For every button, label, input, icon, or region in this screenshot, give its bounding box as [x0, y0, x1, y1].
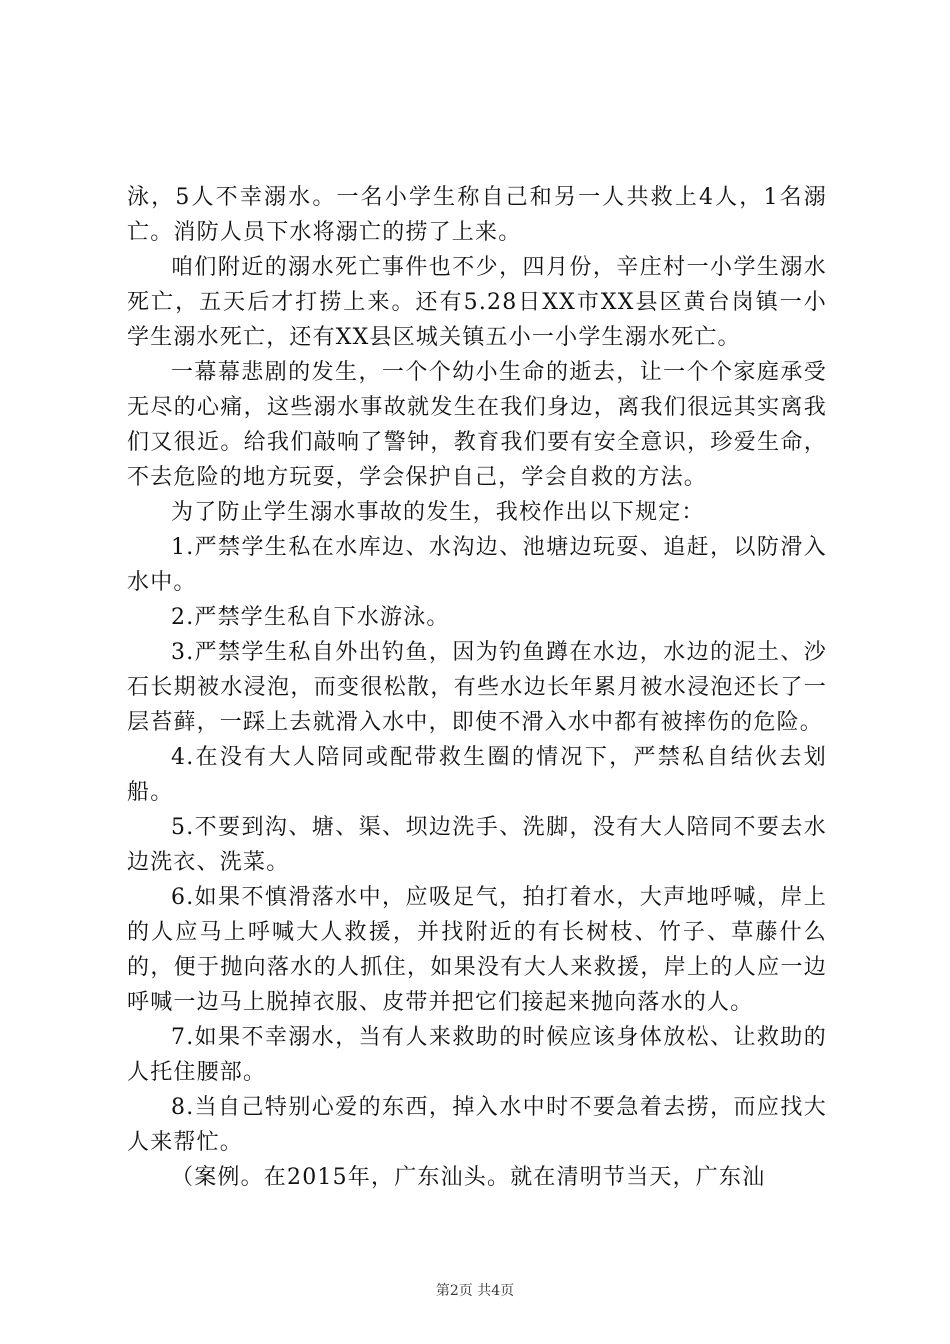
rule-item-2: 2.严禁学生私自下水游泳。 [171, 605, 450, 630]
paragraph-tragedy-warning: 一幕幕悲剧的发生，一个个幼小生命的逝去，让一个个家庭承受无尽的心痛，这些溺水事故就发生在我们身边，离我们很远其实离我们又很近。给我们敲响了警钟，教育我们要有安全意识，珍爱生命，不去危险的地方玩耍，学会保护自己，学会自救的方法。 [127, 360, 827, 490]
paragraph-case-example: （案例。在2015年，广东汕头。就在清明节当天，广东汕 [171, 1165, 766, 1190]
paragraph-local-incidents: 咱们附近的溺水死亡事件也不少，四月份，辛庄村一小学生溺水死亡，五天后才打捞上来。还有5.28日XX市XX县区黄台岗镇一小学生溺水死亡，还有XX县区城关镇五小一小学生溺水死亡。 [127, 255, 827, 350]
rule-item-3: 3.严禁学生私自外出钓鱼，因为钓鱼蹲在水边，水边的泥土、沙石长期被水浸泡，而变很松散，有些水边长年累月被水浸泡还长了一层苔藓，一踩上去就滑入水中，即使不滑入水中都有被摔伤的危险。 [127, 640, 827, 735]
rule-item-7: 7.如果不幸溺水，当有人来救助的时候应该身体放松、让救助的人托住腰部。 [127, 1025, 827, 1085]
rule-item-1: 1.严禁学生私在水库边、水沟边、池塘边玩耍、追赶，以防滑入水中。 [127, 535, 827, 595]
rule-item-4: 4.在没有大人陪同或配带救生圈的情况下，严禁私自结伙去划船。 [127, 745, 827, 805]
document-body [127, 180, 827, 1195]
page-number-footer: 第2页 共4页 [435, 1283, 515, 1299]
paragraph-continuation: 泳，5人不幸溺水。一名小学生称自己和另一人共救上4人，1名溺亡。消防人员下水将溺亡的捞了上来。 [127, 185, 827, 245]
paragraph-rules-intro: 为了防止学生溺水事故的发生，我校作出以下规定： [171, 500, 705, 525]
rule-item-6: 6.如果不慎滑落水中，应吸足气，拍打着水，大声地呼喊，岸上的人应马上呼喊大人救援，并找附近的有长树枝、竹子、草藤什么的，便于抛向落水的人抓住，如果没有大人来救援，岸上的人应一边呼喊一边马上脱掉衣服、皮带并把它们接起来抛向落水的人。 [127, 885, 827, 1015]
rule-item-5: 5.不要到沟、塘、渠、坝边洗手、洗脚，没有大人陪同不要去水边洗衣、洗菜。 [127, 815, 827, 875]
rule-item-8: 8.当自己特别心爱的东西，掉入水中时不要急着去捞，而应找大人来帮忙。 [127, 1095, 827, 1155]
